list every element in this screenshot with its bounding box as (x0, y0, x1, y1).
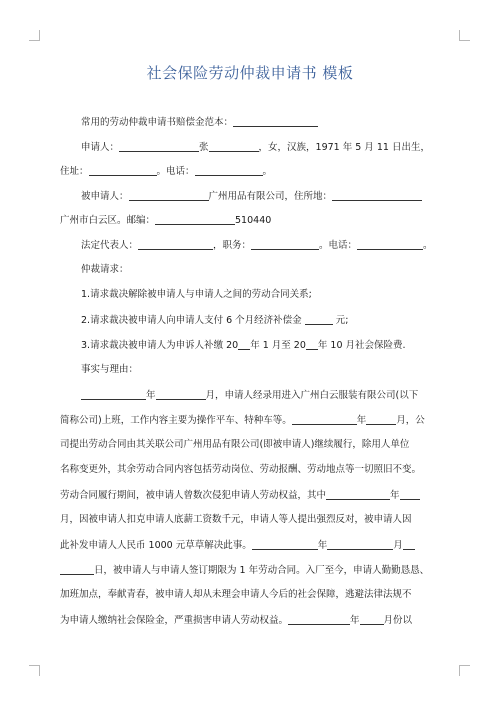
page-corner-mark-bottom-right (459, 665, 470, 676)
facts-line-7: 此补发申请人人民币 1000 元草草解决此事。 年 月 (60, 539, 415, 552)
facts-heading: 事实与理由： (81, 364, 139, 375)
intro-line: 常用的劳动仲裁申请书赔偿金范本： (81, 116, 318, 129)
applicant-line: 申请人： 张 ，女，汉族，1971 年 5 月 11 日出生， (81, 142, 430, 153)
page-corner-mark-top-left (29, 30, 40, 41)
document-title: 社会保险劳动仲裁申请书 模板 (146, 64, 354, 82)
facts-line-4: 名称变更外，其余劳动合同内容包括劳动岗位、劳动报酬、劳动地点等一切照旧不变。 (60, 464, 422, 475)
respondent-line: 被申请人： 广州用品有限公司，住所地： (81, 190, 422, 203)
facts-line-2: 简称公司)上班，工作内容主要为操作平车、特种车等。 年 月，公 (60, 415, 425, 426)
arbitration-requests-heading: 仲裁请求： (81, 264, 129, 275)
facts-line-1: 年 月，申请人经录用进入广州白云服装有限公司(以下 (81, 389, 418, 402)
request-item-3: 3.请求裁决被申请人为申诉人补缴 20 年 1 月至 20 年 10 月社会保险费. (81, 340, 406, 351)
facts-line-9: 加班加点，奉献青春，被申请人却从未理会申请人今后的社会保障，逃避法律法规不 (60, 589, 412, 600)
facts-line-5: 劳动合同履行期间，被申请人曾数次侵犯申请人劳动权益，其中 年 (60, 489, 420, 502)
applicant-address-line: 住址： 。电话： 。 (60, 166, 273, 177)
facts-line-6: 月，因被申请人扣克申请人底薪工资数千元，申请人等人提出强烈反对，被申请人因 (60, 514, 412, 525)
legal-representative-line: 法定代表人： ，职务： 。电话： 。 (81, 240, 433, 251)
page-corner-mark-top-right (459, 30, 470, 41)
request-item-1: 1.请求裁决解除被申请人与申请人之间的劳动合同关系; (81, 289, 312, 300)
respondent-address-line: 广州市白云区。邮编： 510440 (60, 215, 272, 226)
facts-line-3: 司提出劳动合同由其关联公司广州用品有限公司(即被申请人)继续履行，除用人单位 (60, 439, 410, 450)
facts-line-10: 为申请人缴纳社会保险金，严重损害申请人劳动权益。 年 月份以 (60, 615, 413, 626)
page-corner-mark-bottom-left (29, 665, 40, 676)
facts-line-8: 日，被申请人与申请人签订期限为 1 年劳动合同。入厂至今，申请人勤勤恳恳、 (60, 564, 429, 577)
request-item-2: 2.请求裁决被申请人向申请人支付 6 个月经济补偿金 元; (81, 315, 349, 326)
